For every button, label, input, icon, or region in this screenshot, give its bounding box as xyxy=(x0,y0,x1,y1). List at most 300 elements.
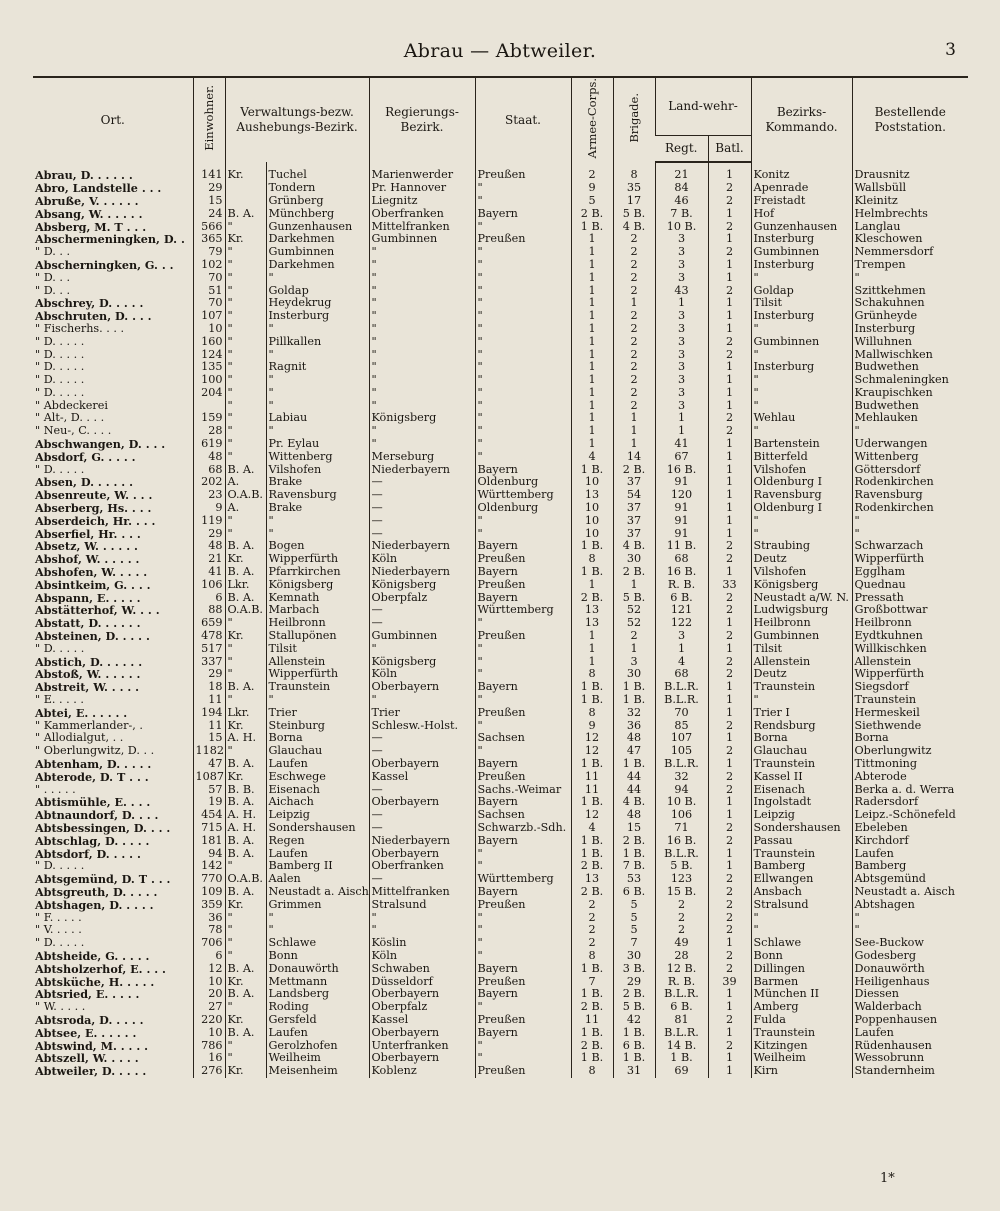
staat-cell: Preußen xyxy=(475,233,571,246)
brigade-cell: 2 xyxy=(613,246,655,259)
ort-cell: " . . . . . xyxy=(35,783,76,796)
armeecorps-cell: 1 xyxy=(571,323,613,336)
verwaltung-cell: Ravensburg xyxy=(266,489,369,502)
brigade-cell: 48 xyxy=(613,809,655,822)
bataillon-cell: 1 xyxy=(708,361,751,374)
regiment-cell: 3 xyxy=(655,630,708,643)
staat-cell: Oldenburg xyxy=(475,502,571,515)
brigade-cell: 6 B. xyxy=(613,886,655,899)
regiment-cell: 121 xyxy=(655,604,708,617)
regiment-cell: B.L.R. xyxy=(655,848,708,861)
verwaltung-cell: " xyxy=(266,400,369,413)
kommando-cell: " xyxy=(751,349,852,362)
poststation-cell: Rodenkirchen xyxy=(852,502,968,515)
bataillon-cell: 2 xyxy=(708,553,751,566)
verwaltung-cell: Traunstein xyxy=(266,681,369,694)
regiment-cell: 91 xyxy=(655,476,708,489)
armeecorps-cell: 2 xyxy=(571,924,613,937)
brigade-cell: 2 B. xyxy=(613,835,655,848)
kommando-cell: Traunstein xyxy=(751,681,852,694)
einwohner-cell: 478 xyxy=(193,630,225,643)
einwohner-cell: 78 xyxy=(193,924,225,937)
armeecorps-cell: 2 B. xyxy=(571,860,613,873)
kommando-cell: Vilshofen xyxy=(751,566,852,579)
regierung-cell: Trier xyxy=(369,707,475,720)
einwohner-cell: 18 xyxy=(193,681,225,694)
poststation-cell: Allenstein xyxy=(852,656,968,669)
regiment-cell: 10 B. xyxy=(655,796,708,809)
ort-cell: Abstatt, D. . . . . . xyxy=(35,617,141,631)
bataillon-cell: 1 xyxy=(708,476,751,489)
staat-cell: Oldenburg xyxy=(475,476,571,489)
poststation-cell: Borna xyxy=(852,732,968,745)
staat-cell: Preußen xyxy=(475,1014,571,1027)
table-row xyxy=(33,1014,968,1027)
ort-cell: Abtweiler, D. . . . . xyxy=(35,1065,147,1078)
verwaltung-cell: Sondershausen xyxy=(266,822,369,835)
poststation-cell: Leipz.-Schönefeld xyxy=(852,809,968,822)
brigade-cell: 1 B. xyxy=(613,1027,655,1040)
kommando-cell: Ravensburg xyxy=(751,489,852,502)
bataillon-cell: 1 xyxy=(708,297,751,310)
regierung-cell: Köln xyxy=(369,950,475,963)
kommando-cell: Ludwigsburg xyxy=(751,604,852,617)
verwaltung-cell: Grimmen xyxy=(266,899,369,912)
staat-cell: " xyxy=(475,720,571,733)
table-row xyxy=(33,988,968,1001)
regierung-cell: — xyxy=(369,489,475,502)
poststation-cell: " xyxy=(852,912,968,925)
staat-cell: Bayern xyxy=(475,566,571,579)
staat-cell: " xyxy=(475,400,571,413)
kommando-cell: Kitzingen xyxy=(751,1040,852,1053)
bataillon-cell: 1 xyxy=(708,515,751,528)
staat-cell: " xyxy=(475,848,571,861)
ort-cell: Abserfiel, Hr. . . . xyxy=(35,527,141,541)
staat-cell: " xyxy=(475,361,571,374)
table-row xyxy=(33,656,968,669)
ort-cell: Abro, Landstelle . . . xyxy=(35,182,162,195)
armeecorps-cell: 1 xyxy=(571,387,613,400)
regierung-cell: " xyxy=(369,349,475,362)
armeecorps-cell: 9 xyxy=(571,182,613,195)
bataillon-cell: 2 xyxy=(708,592,751,605)
einwohner-cell: 16 xyxy=(193,1052,225,1065)
armeecorps-cell: 2 B. xyxy=(571,1040,613,1053)
bataillon-cell: 2 xyxy=(708,822,751,835)
brigade-cell: 1 xyxy=(613,579,655,592)
ort-cell: Abtsheide, G. . . . . xyxy=(35,949,150,963)
regiment-cell: B.L.R. xyxy=(655,1027,708,1040)
armeecorps-cell: 1 xyxy=(571,374,613,387)
regiment-cell: 16 B. xyxy=(655,835,708,848)
verwaltung-cell: " xyxy=(266,912,369,925)
staat-cell: " xyxy=(475,860,571,873)
bezirk-type-cell: Lkr. xyxy=(225,579,266,592)
kommando-cell: " xyxy=(751,323,852,336)
kommando-cell: Dillingen xyxy=(751,963,852,976)
einwohner-cell: 15 xyxy=(193,732,225,745)
kommando-cell: Königsberg xyxy=(751,579,852,592)
armeecorps-cell: 10 xyxy=(571,515,613,528)
ort-cell: " Neu-, C. . . . xyxy=(35,425,112,438)
poststation-cell: Tittmoning xyxy=(852,758,968,771)
table-row xyxy=(33,464,968,477)
regiment-cell: 3 xyxy=(655,349,708,362)
bataillon-cell: 1 xyxy=(708,848,751,861)
table-row xyxy=(33,387,968,400)
einwohner-cell: 770 xyxy=(193,873,225,886)
kommando-cell: " xyxy=(751,528,852,541)
regiment-cell: R. B. xyxy=(655,579,708,592)
einwohner-cell: 142 xyxy=(193,860,225,873)
verwaltung-cell: Gumbinnen xyxy=(266,246,369,259)
staat-cell: " xyxy=(475,912,571,925)
staat-cell: " xyxy=(475,425,571,438)
regierung-cell: " xyxy=(369,400,475,413)
table-row xyxy=(33,809,968,822)
table-row xyxy=(33,835,968,848)
kommando-cell: " xyxy=(751,272,852,285)
ort-cell: " D. . . . . xyxy=(35,463,85,476)
col-header-einwohner: Einwohner. xyxy=(193,77,225,162)
einwohner-cell: 124 xyxy=(193,349,225,362)
kommando-cell: Konitz xyxy=(751,162,852,182)
ort-cell: " Abdeckerei xyxy=(35,399,108,412)
bataillon-cell: 1 xyxy=(708,1001,751,1014)
staat-cell: Bayern xyxy=(475,988,571,1001)
ort-cell: " D. . . . . xyxy=(35,642,85,655)
bataillon-cell: 2 xyxy=(708,899,751,912)
bezirk-type-cell: " xyxy=(225,1040,266,1053)
ort-cell: " Kammerlander-, . xyxy=(35,719,143,732)
bataillon-cell: 1 xyxy=(708,1065,751,1078)
regierung-cell: Oberbayern xyxy=(369,848,475,861)
bataillon-cell: 2 xyxy=(708,886,751,899)
einwohner-cell: 24 xyxy=(193,208,225,221)
kommando-cell: München II xyxy=(751,988,852,1001)
brigade-cell: 1 xyxy=(613,425,655,438)
regiment-cell: 28 xyxy=(655,950,708,963)
armeecorps-cell: 13 xyxy=(571,873,613,886)
brigade-cell: 36 xyxy=(613,720,655,733)
bezirk-type-cell: Kr. xyxy=(225,720,266,733)
poststation-cell: Laufen xyxy=(852,1027,968,1040)
brigade-cell: 7 xyxy=(613,937,655,950)
brigade-cell: 52 xyxy=(613,604,655,617)
einwohner-cell: 181 xyxy=(193,835,225,848)
einwohner-cell: 11 xyxy=(193,720,225,733)
poststation-cell: Ravensburg xyxy=(852,489,968,502)
page-number: 3 xyxy=(945,40,956,60)
table-row xyxy=(33,451,968,464)
bataillon-cell: 33 xyxy=(708,579,751,592)
regiment-cell: 1 xyxy=(655,297,708,310)
ort-cell: Abstätterhof, W. . . . xyxy=(35,604,160,618)
einwohner-cell: 9 xyxy=(193,502,225,515)
verwaltung-cell: Mettmann xyxy=(266,976,369,989)
armeecorps-cell: 1 B. xyxy=(571,835,613,848)
verwaltung-cell: Allenstein xyxy=(266,656,369,669)
einwohner-cell: 48 xyxy=(193,540,225,553)
bezirk-type-cell: B. B. xyxy=(225,784,266,797)
einwohner-cell: 19 xyxy=(193,796,225,809)
verwaltung-cell: Steinburg xyxy=(266,720,369,733)
poststation-cell: Langlau xyxy=(852,221,968,234)
brigade-cell: 5 B. xyxy=(613,1001,655,1014)
staat-cell: " xyxy=(475,374,571,387)
kommando-cell: Insterburg xyxy=(751,259,852,272)
staat-cell: " xyxy=(475,412,571,425)
regiment-cell: 5 B. xyxy=(655,860,708,873)
regierung-cell: " xyxy=(369,694,475,707)
verwaltung-cell: Donauwörth xyxy=(266,963,369,976)
kommando-cell: Bamberg xyxy=(751,860,852,873)
armeecorps-cell: 1 B. xyxy=(571,848,613,861)
bezirk-type-cell: Kr. xyxy=(225,899,266,912)
kommando-cell: Insterburg xyxy=(751,233,852,246)
armeecorps-cell: 13 xyxy=(571,604,613,617)
regierung-cell: " xyxy=(369,285,475,298)
poststation-cell: Kleschowen xyxy=(852,233,968,246)
regiment-cell: 120 xyxy=(655,489,708,502)
table-row xyxy=(33,540,968,553)
armeecorps-cell: 1 B. xyxy=(571,1052,613,1065)
poststation-cell: See-Buckow xyxy=(852,937,968,950)
bezirk-type-cell: B. A. xyxy=(225,988,266,1001)
regierung-cell: — xyxy=(369,476,475,489)
regierung-cell: " xyxy=(369,374,475,387)
kommando-cell: Goldap xyxy=(751,285,852,298)
col-header-post: Bestellende Poststation. xyxy=(852,77,968,162)
brigade-cell: 30 xyxy=(613,668,655,681)
einwohner-cell: 107 xyxy=(193,310,225,323)
table-row xyxy=(33,745,968,758)
kommando-cell: Insterburg xyxy=(751,361,852,374)
poststation-cell: Mallwischken xyxy=(852,349,968,362)
bezirk-type-cell: B. A. xyxy=(225,566,266,579)
regierung-cell: Mittelfranken xyxy=(369,221,475,234)
table-row xyxy=(33,515,968,528)
regiment-cell: 3 xyxy=(655,272,708,285)
bezirk-type-cell: " xyxy=(225,400,266,413)
einwohner-cell: 70 xyxy=(193,297,225,310)
regierung-cell: Unterfranken xyxy=(369,1040,475,1053)
armeecorps-cell: 7 xyxy=(571,976,613,989)
regiment-cell: 12 B. xyxy=(655,963,708,976)
staat-cell: " xyxy=(475,323,571,336)
regierung-cell: Liegnitz xyxy=(369,195,475,208)
armeecorps-cell: 2 xyxy=(571,912,613,925)
ort-cell: " D. . . . . xyxy=(35,335,85,348)
kommando-cell: Gumbinnen xyxy=(751,336,852,349)
bataillon-cell: 1 xyxy=(708,732,751,745)
regierung-cell: Pr. Hannover xyxy=(369,182,475,195)
regierung-cell: — xyxy=(369,502,475,515)
table-row xyxy=(33,438,968,451)
table-row xyxy=(33,1001,968,1014)
register-body xyxy=(33,162,968,1078)
bezirk-type-cell: A. H. xyxy=(225,809,266,822)
bataillon-cell: 1 xyxy=(708,681,751,694)
armeecorps-cell: 2 xyxy=(571,899,613,912)
bezirk-type-cell: " xyxy=(225,387,266,400)
armeecorps-cell: 2 B. xyxy=(571,592,613,605)
verwaltung-cell: Neustadt a. Aisch xyxy=(266,886,369,899)
verwaltung-cell: Pr. Eylau xyxy=(266,438,369,451)
ort-cell: Abtschlag, D. . . . . xyxy=(35,834,150,848)
verwaltung-cell: " xyxy=(266,425,369,438)
bataillon-cell: 2 xyxy=(708,285,751,298)
ort-cell: Absintkeim, G. . . . xyxy=(35,578,151,592)
armeecorps-cell: 1 xyxy=(571,425,613,438)
table-row xyxy=(33,1040,968,1053)
table-row xyxy=(33,668,968,681)
bataillon-cell: 1 xyxy=(708,451,751,464)
einwohner-cell: 28 xyxy=(193,425,225,438)
regierung-cell: Mittelfranken xyxy=(369,886,475,899)
ort-cell: Abtsried, E. . . . . xyxy=(35,988,140,1002)
table-row xyxy=(33,272,968,285)
regierung-cell: Kassel xyxy=(369,771,475,784)
einwohner-cell: 1087 xyxy=(193,771,225,784)
regiment-cell: 7 B. xyxy=(655,208,708,221)
regierung-cell: Oberbayern xyxy=(369,681,475,694)
regierung-cell: — xyxy=(369,528,475,541)
brigade-cell: 42 xyxy=(613,1014,655,1027)
poststation-cell: Hermeskeil xyxy=(852,707,968,720)
regierung-cell: — xyxy=(369,822,475,835)
ort-cell: " D. . . . . xyxy=(35,361,85,374)
regiment-cell: 91 xyxy=(655,502,708,515)
poststation-cell: Grünheyde xyxy=(852,310,968,323)
staat-cell: " xyxy=(475,297,571,310)
brigade-cell: 2 xyxy=(613,310,655,323)
bezirk-type-cell: " xyxy=(225,1052,266,1065)
table-row xyxy=(33,976,968,989)
staat-cell: Bayern xyxy=(475,796,571,809)
regierung-cell: Königsberg xyxy=(369,579,475,592)
regierung-cell: " xyxy=(369,272,475,285)
brigade-cell: 17 xyxy=(613,195,655,208)
staat-cell: Preußen xyxy=(475,899,571,912)
regiment-cell: 81 xyxy=(655,1014,708,1027)
einwohner-cell: 70 xyxy=(193,272,225,285)
bataillon-cell: 1 xyxy=(708,400,751,413)
brigade-cell: 4 B. xyxy=(613,796,655,809)
kommando-cell: " xyxy=(751,694,852,707)
armeecorps-cell: 1 B. xyxy=(571,758,613,771)
table-row xyxy=(33,592,968,605)
staat-cell: " xyxy=(475,924,571,937)
regierung-cell: Schwaben xyxy=(369,963,475,976)
regierung-cell: " xyxy=(369,924,475,937)
regierung-cell: Koblenz xyxy=(369,1065,475,1078)
bataillon-cell: 1 xyxy=(708,502,751,515)
regiment-cell: 91 xyxy=(655,515,708,528)
regiment-cell: 3 xyxy=(655,246,708,259)
poststation-cell: Schwarzach xyxy=(852,540,968,553)
poststation-cell: Drausnitz xyxy=(852,162,968,182)
brigade-cell: 6 B. xyxy=(613,1040,655,1053)
bataillon-cell: 2 xyxy=(708,771,751,784)
verwaltung-cell: Landsberg xyxy=(266,988,369,1001)
verwaltung-cell: Schlawe xyxy=(266,937,369,950)
bezirk-type-cell: " xyxy=(225,668,266,681)
regierung-cell: — xyxy=(369,515,475,528)
bezirk-type-cell: " xyxy=(225,745,266,758)
armeecorps-cell: 9 xyxy=(571,720,613,733)
regiment-cell: 10 B. xyxy=(655,221,708,234)
ort-cell: Abstreit, W. . . . . xyxy=(35,681,140,695)
verwaltung-cell: Heilbronn xyxy=(266,617,369,630)
table-row xyxy=(33,502,968,515)
staat-cell: " xyxy=(475,438,571,451)
table-row xyxy=(33,771,968,784)
staat-cell: " xyxy=(475,272,571,285)
regiment-cell: 106 xyxy=(655,809,708,822)
poststation-cell: Radersdorf xyxy=(852,796,968,809)
regiment-cell: 123 xyxy=(655,873,708,886)
verwaltung-cell: Marbach xyxy=(266,604,369,617)
page-header-title: Abrau — Abtweiler. xyxy=(403,40,597,62)
poststation-cell: " xyxy=(852,425,968,438)
bataillon-cell: 2 xyxy=(708,540,751,553)
bataillon-cell: 2 xyxy=(708,195,751,208)
table-row xyxy=(33,310,968,323)
table-row xyxy=(33,860,968,873)
bataillon-cell: 1 xyxy=(708,387,751,400)
staat-cell: " xyxy=(475,643,571,656)
einwohner-cell: 135 xyxy=(193,361,225,374)
bezirk-type-cell: B. A. xyxy=(225,681,266,694)
kommando-cell: Freistadt xyxy=(751,195,852,208)
kommando-cell: " xyxy=(751,924,852,937)
bezirk-type-cell: B. A. xyxy=(225,1027,266,1040)
armeecorps-cell: 1 B. xyxy=(571,1027,613,1040)
poststation-cell: Neustadt a. Aisch xyxy=(852,886,968,899)
armeecorps-cell: 1 xyxy=(571,297,613,310)
bataillon-cell: 1 xyxy=(708,323,751,336)
regiment-cell: 1 xyxy=(655,412,708,425)
verwaltung-cell: Trier xyxy=(266,707,369,720)
table-row xyxy=(33,1065,968,1078)
regiment-cell: 21 xyxy=(655,162,708,182)
brigade-cell: 48 xyxy=(613,732,655,745)
verwaltung-cell: " xyxy=(266,924,369,937)
kommando-cell: Heilbronn xyxy=(751,617,852,630)
poststation-cell: Abtsgemünd xyxy=(852,873,968,886)
verwaltung-cell: Roding xyxy=(266,1001,369,1014)
ort-cell: Abtsgreuth, D. . . . . xyxy=(35,885,158,899)
verwaltung-cell: Brake xyxy=(266,476,369,489)
bezirk-type-cell: Kr. xyxy=(225,1065,266,1078)
ort-cell: Abtismühle, E. . . . xyxy=(35,796,151,810)
table-row xyxy=(33,323,968,336)
regiment-cell: 85 xyxy=(655,720,708,733)
einwohner-cell: 29 xyxy=(193,182,225,195)
regiment-cell: 2 xyxy=(655,899,708,912)
table-row xyxy=(33,162,968,182)
col-header-landwehr: Land-wehr- xyxy=(655,77,751,135)
armeecorps-cell: 1 xyxy=(571,310,613,323)
col-header-brigade: Brigade. xyxy=(613,77,655,162)
staat-cell: " xyxy=(475,745,571,758)
regiment-cell: 49 xyxy=(655,937,708,950)
bataillon-cell: 1 xyxy=(708,694,751,707)
table-row xyxy=(33,694,968,707)
ort-cell: Absenreute, W. . . . xyxy=(35,489,153,503)
